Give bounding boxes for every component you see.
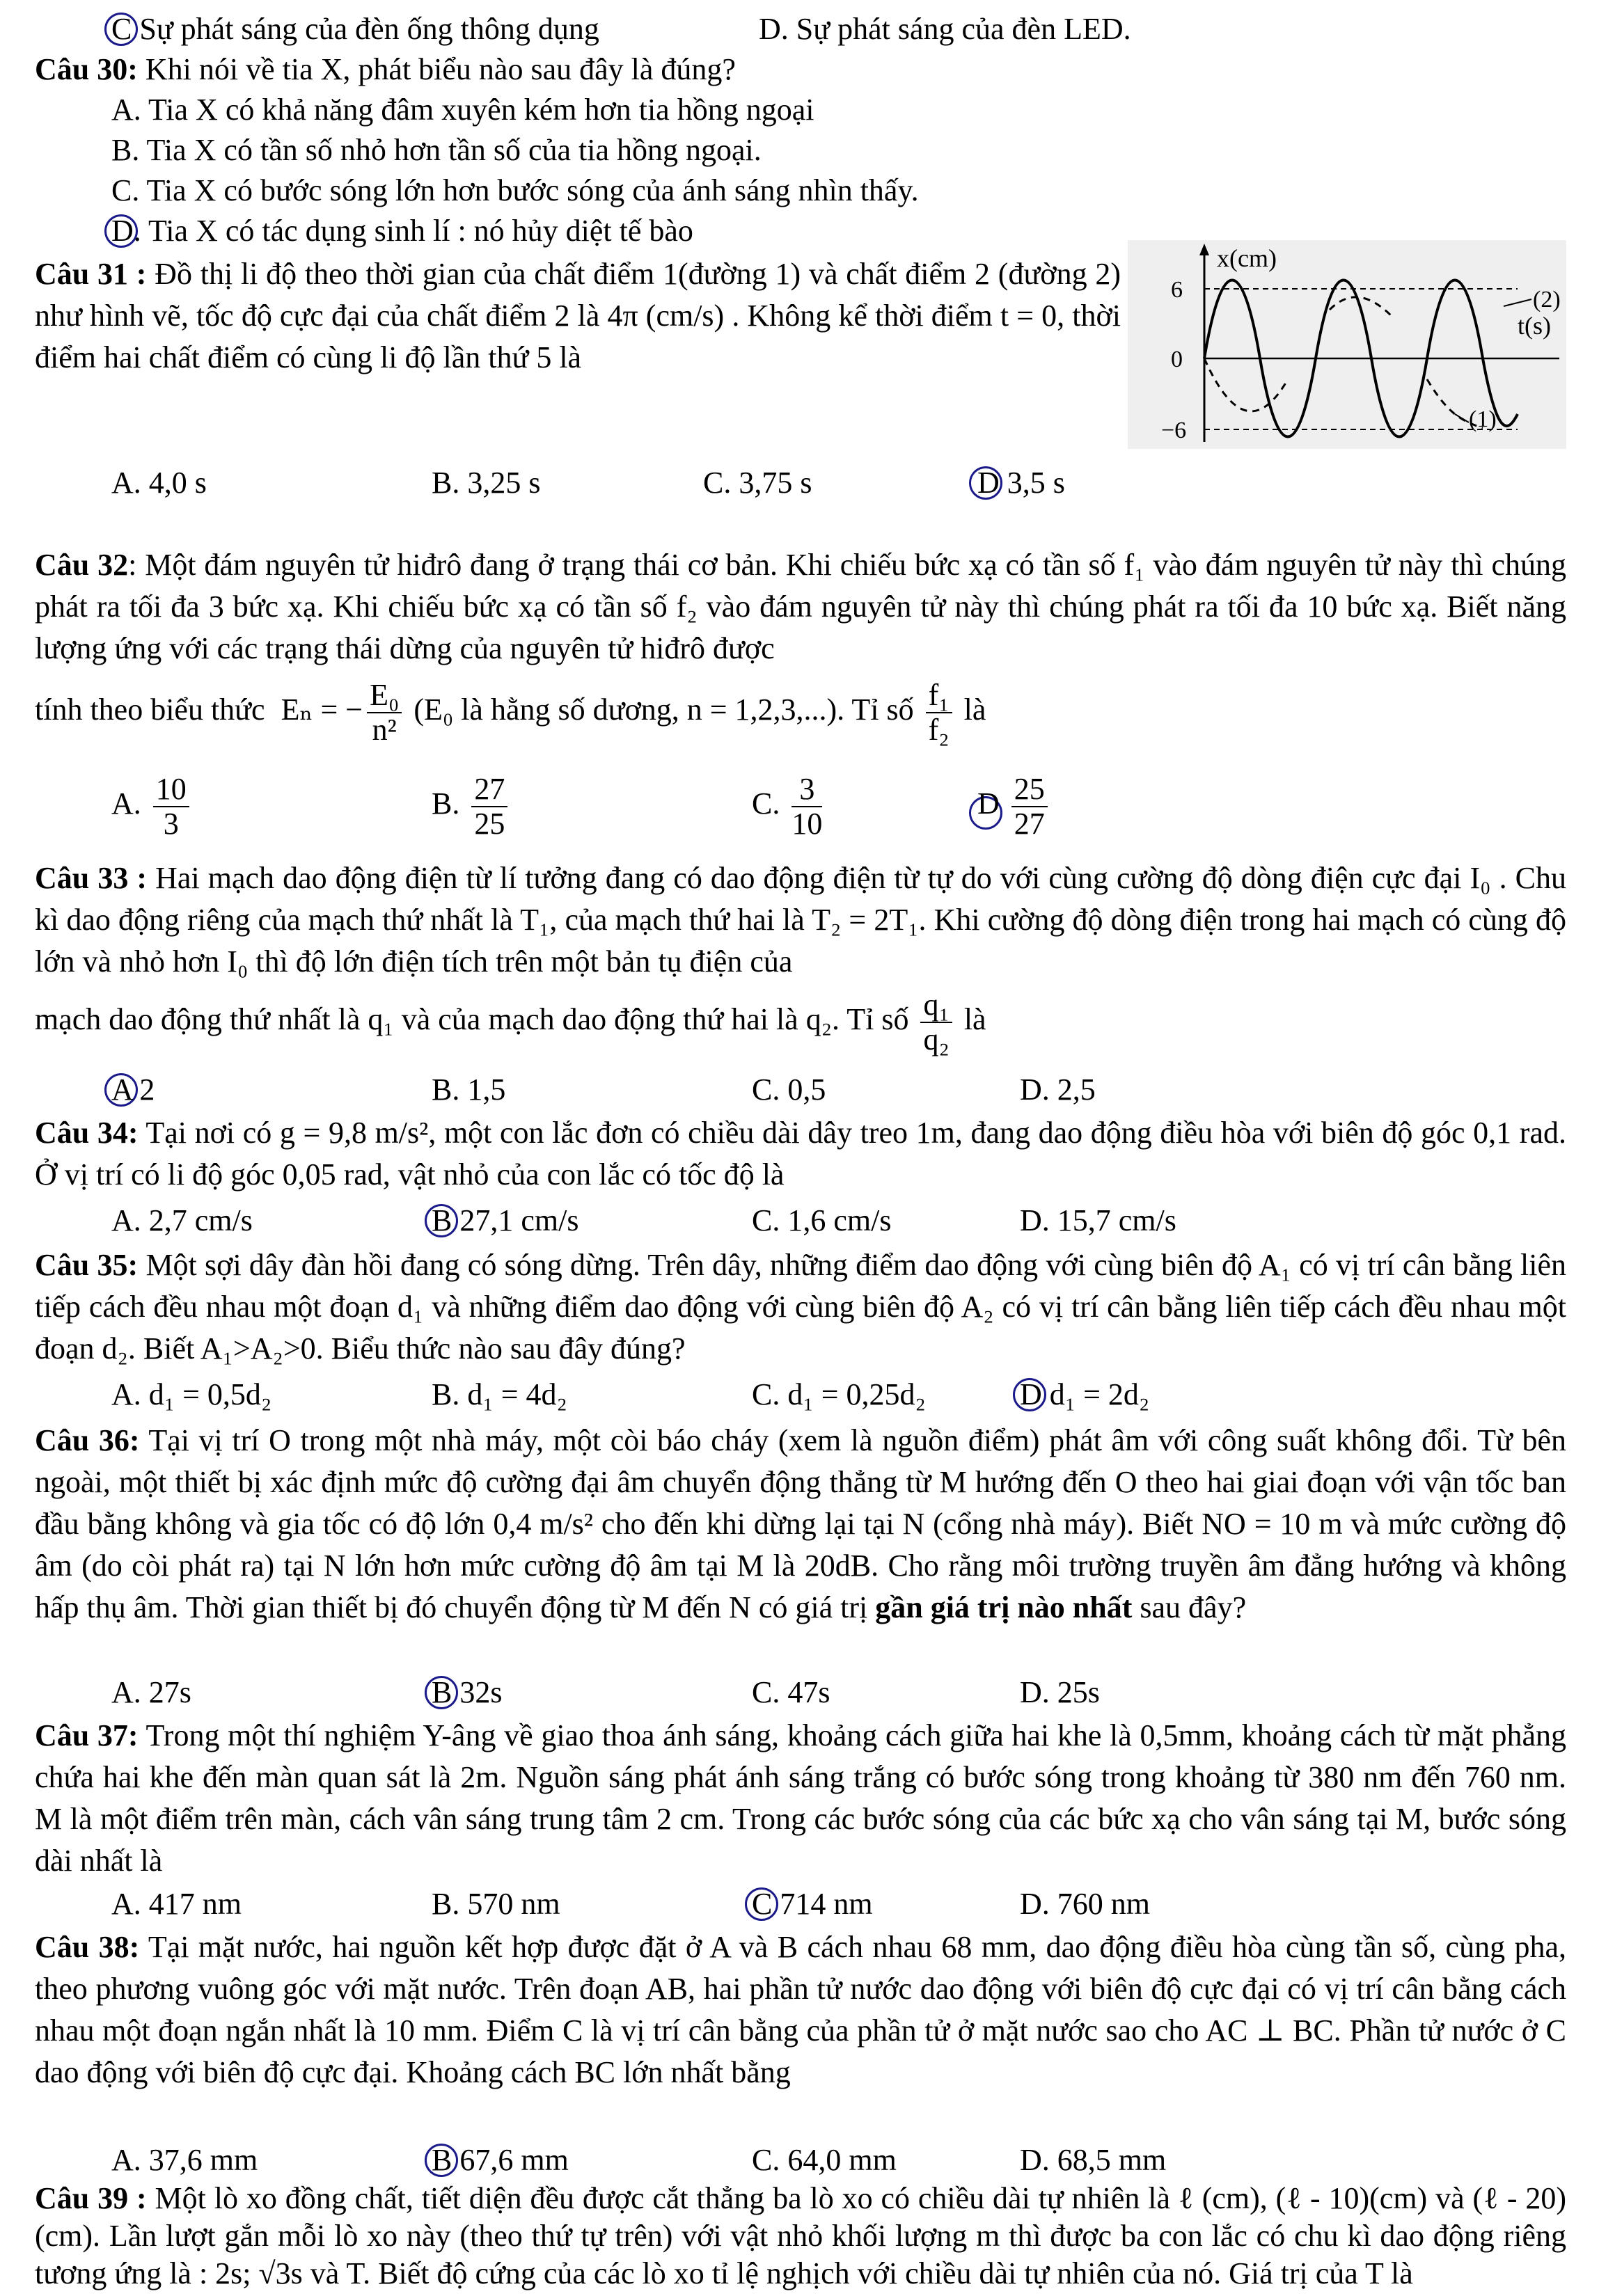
q36-option-a: A. 27s <box>111 1675 191 1709</box>
q32-option-b: B. $\frac{27}{25}$ <box>432 773 512 841</box>
q34-option-a: A. 2,7 cm/s <box>111 1203 253 1237</box>
q31-option-a: A. 4,0 s <box>111 466 207 500</box>
oscillation-graph <box>1128 240 1566 449</box>
q32-option-a: A. $\frac{10}{3}$ <box>111 773 194 841</box>
q31-option-d: D 3,5 s <box>977 466 1065 500</box>
prev-option-d: D. Sự phát sáng của đèn LED. <box>759 12 1131 46</box>
q30-stem: Câu 30: Khi nói về tia X, phát biểu nào sau đây là đúng? <box>35 52 736 86</box>
q35-option-c: C. d₁ = 0,25d₂ <box>752 1377 926 1411</box>
q36-option-d: D. 25s <box>1020 1675 1100 1709</box>
q32-option-d: D $\frac{25}{27}$ <box>977 773 1052 841</box>
q34-option-c: C. 1,6 cm/s <box>752 1203 892 1237</box>
q38-option-a: A. 37,6 mm <box>111 2143 258 2177</box>
oscillation-graph-svg <box>1128 240 1566 449</box>
curve-2-pointer <box>1504 299 1531 306</box>
q33-option-d: D. 2,5 <box>1020 1072 1096 1107</box>
q38-option-d: D. 68,5 mm <box>1020 2143 1167 2177</box>
q30-option-b: B. Tia X có tần số nhỏ hơn tần số của tia hồng ngoại. <box>111 133 762 167</box>
energy-fraction: $\frac{\text{E₀}}{\text{n²}}$ <box>367 679 402 747</box>
q30-option-c: C. Tia X có bước sóng lớn hơn bước sóng của ánh sáng nhìn thấy. <box>111 173 919 207</box>
q36-emphasis: gần giá trị nào nhất <box>875 1590 1133 1624</box>
q35-option-a: A. d₁ = 0,5d₂ <box>111 1377 272 1411</box>
tick-top-label: 6 <box>1171 277 1183 303</box>
q35-option-b: B. d₁ = 4d₂ <box>432 1377 567 1411</box>
ratio-fraction: $\frac{\text{f₁}}{\text{f₂}}$ <box>926 679 952 747</box>
q38-label: Câu 38: <box>35 1930 140 1964</box>
q36-stem: Câu 36: Tại vị trí O trong một nhà máy, một còi báo cháy (xem là nguồn điểm) phát âm với công suất không đổi. Từ bên ngoài, một thiết bị xác định mức độ cường đại âm chuyển động thẳng từ M hướng đến O theo hai giai đoạn với vận tốc ban đầu bằng không và gia tốc có độ lớn 0,4 m/s² cho đến khi dừng lại tại N (cổng nhà máy). Biết NO = 10 m và mức cường độ âm (do còi phát ra) tại N lớn hơn mức cường độ âm tại M là 20dB. Cho rằng môi trường truyền âm đẳng hướng và không hấp thụ âm. Thời gian thiết bị đó chuyển động từ M đến N có giá trị gần giá trị nào nhất sau đây? <box>35 1423 1566 1624</box>
q33-ratio-line: mạch dao động thứ nhất là q₁ và của mạch dao động thứ hai là q₂. Tỉ số $\frac{\text{q₁}}{\text{q₂}}$ là <box>35 988 986 1056</box>
curve-1 <box>1204 297 1483 428</box>
q34-option-d: D. 15,7 cm/s <box>1020 1203 1176 1237</box>
q30-label: Câu 30: <box>35 52 138 86</box>
q39-stem: Câu 39 : Một lò xo đồng chất, tiết diện đều được cắt thẳng ba lò xo có chiều dài tự nhiên là ℓ (cm), (ℓ - 10)(cm) và (ℓ - 20) (cm). Lần lượt gắn mỗi lò xo này (theo thứ tự trên) với vật nhỏ khối lượng m thì được ba con lắc có chu kì dao động riêng tương ứng là : 2s; √3s và T. Biết độ cứng của các lò xo tỉ lệ nghịch với chiều dài tự nhiên của nó. Giá trị của T là <box>35 2181 1567 2290</box>
curve-2-label: (2) <box>1533 287 1561 312</box>
q31-stem: Câu 31 : Đồ thị li độ theo thời gian của chất điểm 1(đường 1) và chất điểm 2 (đường 2) như hình vẽ, tốc độ cực đại của chất điểm 2 là 4π (cm/s) . Không kể thời điểm t = 0, thời điểm hai chất điểm có cùng li độ lần thứ 5 là <box>35 257 1121 374</box>
q35-option-d: D d₁ = 2d₂ <box>1020 1377 1150 1411</box>
curve-1-pointer <box>1455 414 1469 422</box>
q34-stem: Câu 34: Tại nơi có g = 9,8 m/s², một con lắc đơn có chiều dài dây treo 1m, đang dao động điều hòa với biên độ góc 0,1 rad. Ở vị trí có li độ góc 0,05 rad, vật nhỏ của con lắc có tốc độ là <box>35 1116 1566 1191</box>
q31-option-b: B. 3,25 s <box>432 466 541 500</box>
q33-option-c: C. 0,5 <box>752 1072 826 1107</box>
y-axis-label: x(cm) <box>1217 244 1277 272</box>
q38-option-b: B 67,6 mm <box>432 2143 569 2177</box>
q37-option-d: D. 760 nm <box>1020 1887 1150 1921</box>
q31-option-c: C. 3,75 s <box>703 466 812 500</box>
q37-option-a: A. 417 nm <box>111 1887 242 1921</box>
q37-label: Câu 37: <box>35 1718 139 1752</box>
q30-option-d: D. Tia X có tác dụng sinh lí : nó hủy diệt tế bào <box>111 214 693 248</box>
q38-stem: Câu 38: Tại mặt nước, hai nguồn kết hợp được đặt ở A và B cách nhau 68 mm, dao động điều hòa cùng tần số, cùng pha, theo phương vuông góc với mặt nước. Trên đoạn AB, hai phần tử nước dao động với biên độ cực đại có vị trí cân bằng cách nhau một đoạn ngắn nhất là 10 mm. Điểm C là vị trí cân bằng của phần tử ở mặt nước sao cho AC ⊥ BC. Phần tử nước ở C dao động với biên độ cực đại. Khoảng cách BC lớn nhất bằng <box>35 1930 1566 2089</box>
q32-option-c: C. $\frac{3}{10}$ <box>752 772 823 841</box>
prev-option-c: C Sự phát sáng của đèn ống thông dụng <box>111 12 599 46</box>
y-axis-arrow-icon <box>1199 244 1209 255</box>
x-axis-label: t(s) <box>1518 312 1551 340</box>
q36-option-c: C. 47s <box>752 1675 830 1709</box>
q37-option-b: B. 570 nm <box>432 1887 560 1921</box>
q32-stem: Câu 32: Một đám nguyên tử hiđrô đang ở trạng thái cơ bản. Khi chiếu bức xạ có tần số f₁ vào đám nguyên tử này thì chúng phát ra tối đa 3 bức xạ. Khi chiếu bức xạ có tần số f₂ vào đám nguyên tử này thì chúng phát ra tối đa 10 bức xạ. Biết năng lượng ứng với các trạng thái dừng của nguyên tử hiđrô được <box>35 548 1567 665</box>
tick-zero-label: 0 <box>1171 347 1183 372</box>
q35-label: Câu 35: <box>35 1248 139 1282</box>
q34-option-b: B 27,1 cm/s <box>432 1203 579 1237</box>
q33-option-b: B. 1,5 <box>432 1072 506 1107</box>
q34-label: Câu 34: <box>35 1116 139 1150</box>
q36-label: Câu 36: <box>35 1423 140 1457</box>
q33-stem: Câu 33 : Hai mạch dao động điện từ lí tưởng đang có dao động điện từ tự do với cùng cường độ dòng điện cực đại I₀ . Chu kì dao động riêng của mạch thứ nhất là T₁, của mạch thứ hai là T₂ = 2T₁. Khi cường độ dòng điện trong hai mạch có cùng độ lớn và nhỏ hơn I₀ thì độ lớn điện tích trên một bản tụ điện của <box>35 861 1566 979</box>
q33-label: Câu 33 : <box>35 861 148 895</box>
curve-1-label: (1) <box>1469 406 1497 432</box>
q35-stem: Câu 35: Một sợi dây đàn hồi đang có sóng dừng. Trên dây, những điểm dao động với cùng biên độ A₁ có vị trí cân bằng liên tiếp cách đều nhau một đoạn d₁ và những điểm dao động với cùng biên độ A₂ có vị trí cân bằng liên tiếp cách đều nhau một đoạn d₂. Biết A₁>A₂>0. Biểu thức nào sau đây đúng? <box>35 1248 1566 1365</box>
q30-option-a: A. Tia X có khả năng đâm xuyên kém hơn tia hồng ngoại <box>111 93 814 127</box>
q31-label: Câu 31 : <box>35 257 147 291</box>
q32-formula-line: tính theo biểu thức Eₙ = − $\frac{\text{E₀}}{\text{n²}}$ (E₀ là hằng số dương, n = 1,2,3,...). Tỉ số $\frac{\text{f₁}}{\text{f₂}}$ là <box>35 678 986 747</box>
q32-label: Câu 32 <box>35 548 129 582</box>
tick-bottom-label: −6 <box>1161 418 1187 443</box>
q33-option-a: A 2 <box>111 1072 155 1107</box>
charge-ratio-fraction: $\frac{\text{q₁}}{\text{q₂}}$ <box>920 988 952 1056</box>
q37-option-c: C 714 nm <box>752 1887 873 1921</box>
q37-stem: Câu 37: Trong một thí nghiệm Y-âng về giao thoa ánh sáng, khoảng cách giữa hai khe là 0,5mm, khoảng cách từ mặt phẳng chứa hai khe đến màn quan sát là 2m. Nguồn sáng phát ánh sáng trắng có bước sóng trong khoảng từ 380 nm đến 760 nm. M là một điểm trên màn, cách vân sáng trung tâm 2 cm. Trong các bước sóng của các bức xạ cho vân sáng tại M, bước sóng dài nhất là <box>35 1718 1566 1878</box>
q39-label: Câu 39 : <box>35 2181 147 2215</box>
q38-option-c: C. 64,0 mm <box>752 2143 897 2177</box>
q36-option-b: B 32s <box>432 1675 503 1709</box>
